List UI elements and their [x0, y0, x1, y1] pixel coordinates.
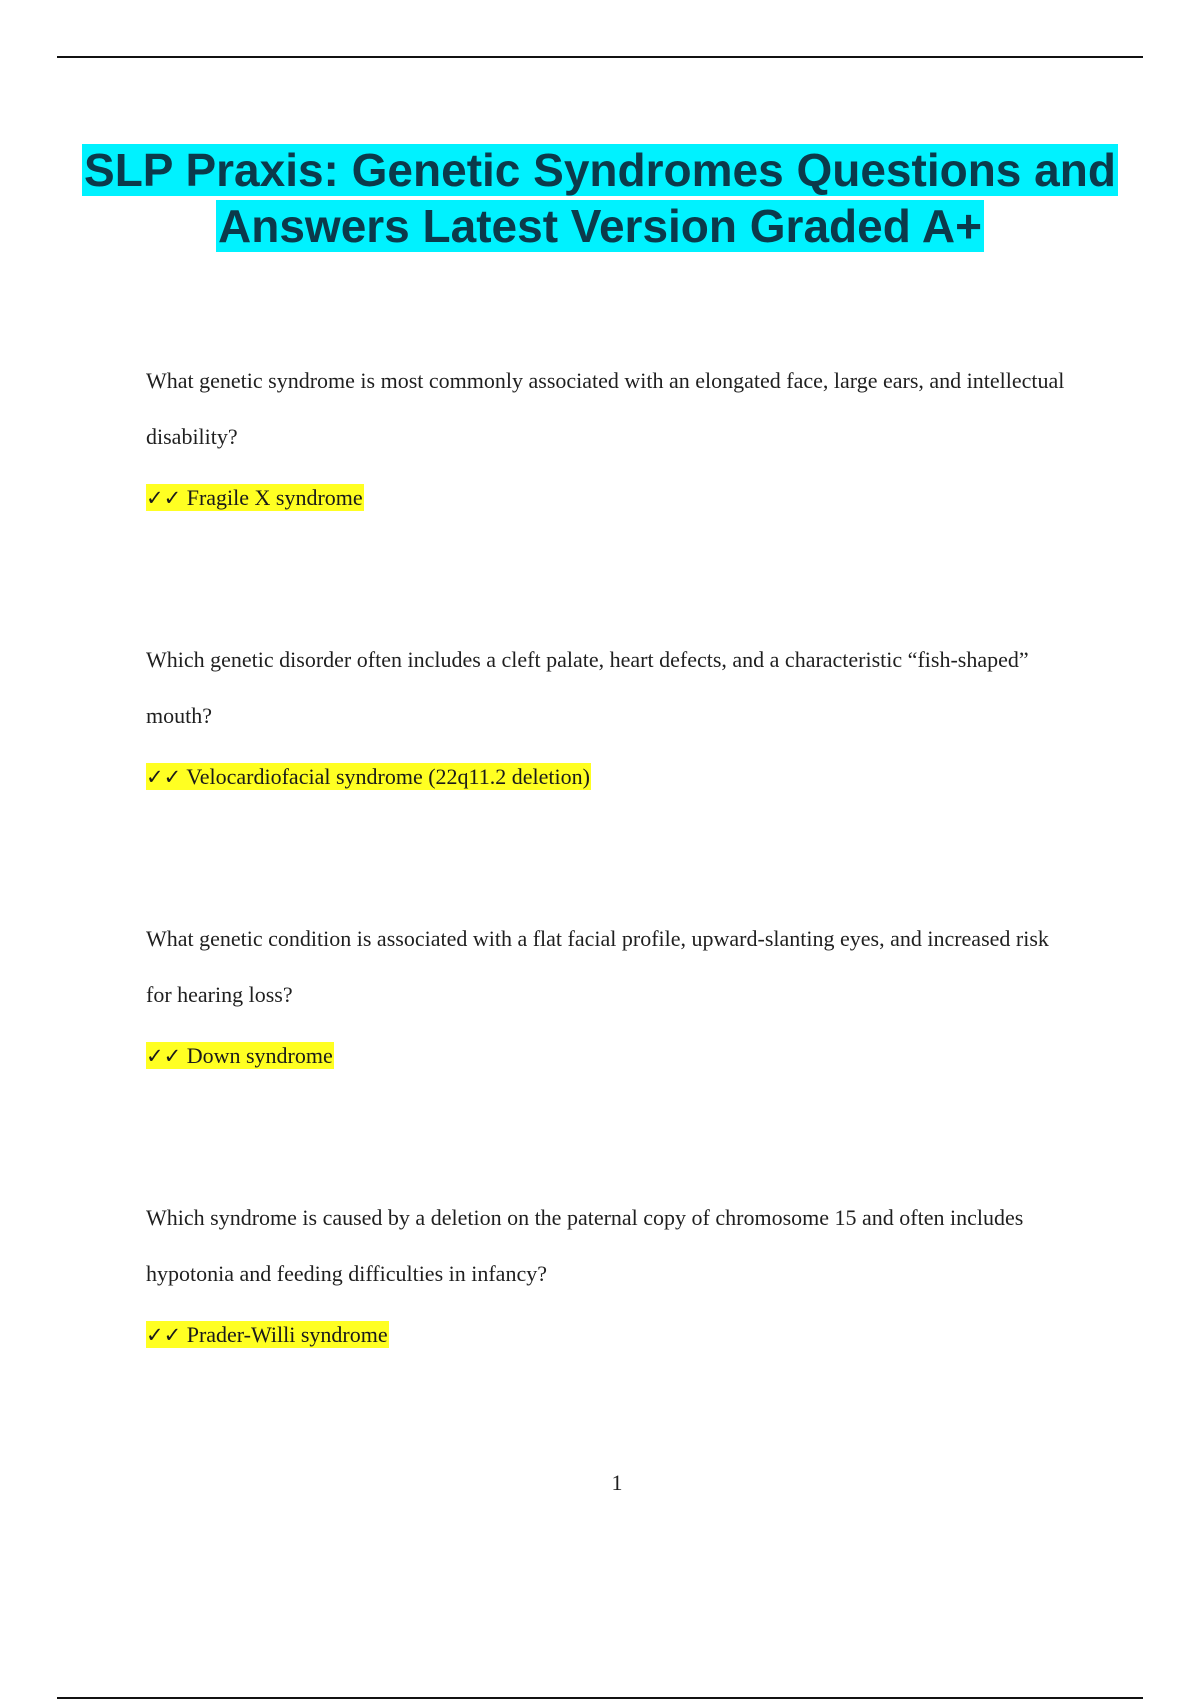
question-text: What genetic condition is associated with a flat facial profile, upward-slanting eyes, and increased risk for hearing loss? — [146, 926, 1049, 1007]
answer-highlight — [146, 484, 364, 511]
qa-item — [146, 1190, 1066, 1350]
double-check-icon: ✓✓ — [146, 765, 182, 789]
answer-highlight — [146, 1042, 334, 1069]
question-text: Which syndrome is caused by a deletion on the paternal copy of chromosome 15 and often includes hypotonia and feeding difficulties in infancy? — [146, 1205, 1024, 1286]
double-check-icon: ✓✓ — [146, 1323, 182, 1347]
question-text: What genetic syndrome is most commonly associated with an elongated face, large ears, and intellectual disability? — [146, 368, 1065, 449]
qa-item — [146, 632, 1066, 792]
page-title — [60, 142, 1140, 254]
answer-text: Prader-Willi syndrome — [186, 1322, 388, 1347]
qa-item — [146, 353, 1066, 513]
answer-highlight — [146, 763, 591, 790]
page-number: 1 — [611, 1470, 623, 1495]
bottom-rule — [57, 1697, 1143, 1699]
answer-text: Down syndrome — [186, 1043, 333, 1068]
answer-text: Fragile X syndrome — [186, 485, 363, 510]
answer — [146, 483, 1066, 513]
answer — [146, 762, 1066, 792]
answer — [146, 1320, 1066, 1350]
double-check-icon: ✓✓ — [146, 486, 182, 510]
answer-text: Velocardiofacial syndrome (22q11.2 deletion) — [186, 764, 590, 789]
qa-item — [146, 911, 1066, 1071]
answer — [146, 1041, 1066, 1071]
top-rule — [57, 56, 1143, 58]
answer-highlight — [146, 1321, 389, 1348]
question-text: Which genetic disorder often includes a cleft palate, heart defects, and a characteristic “fish-shaped” mouth? — [146, 647, 1029, 728]
page-title-text: SLP Praxis: Genetic Syndromes Questions and Answers Latest Version Graded A+ — [84, 144, 1116, 252]
double-check-icon: ✓✓ — [146, 1044, 182, 1068]
